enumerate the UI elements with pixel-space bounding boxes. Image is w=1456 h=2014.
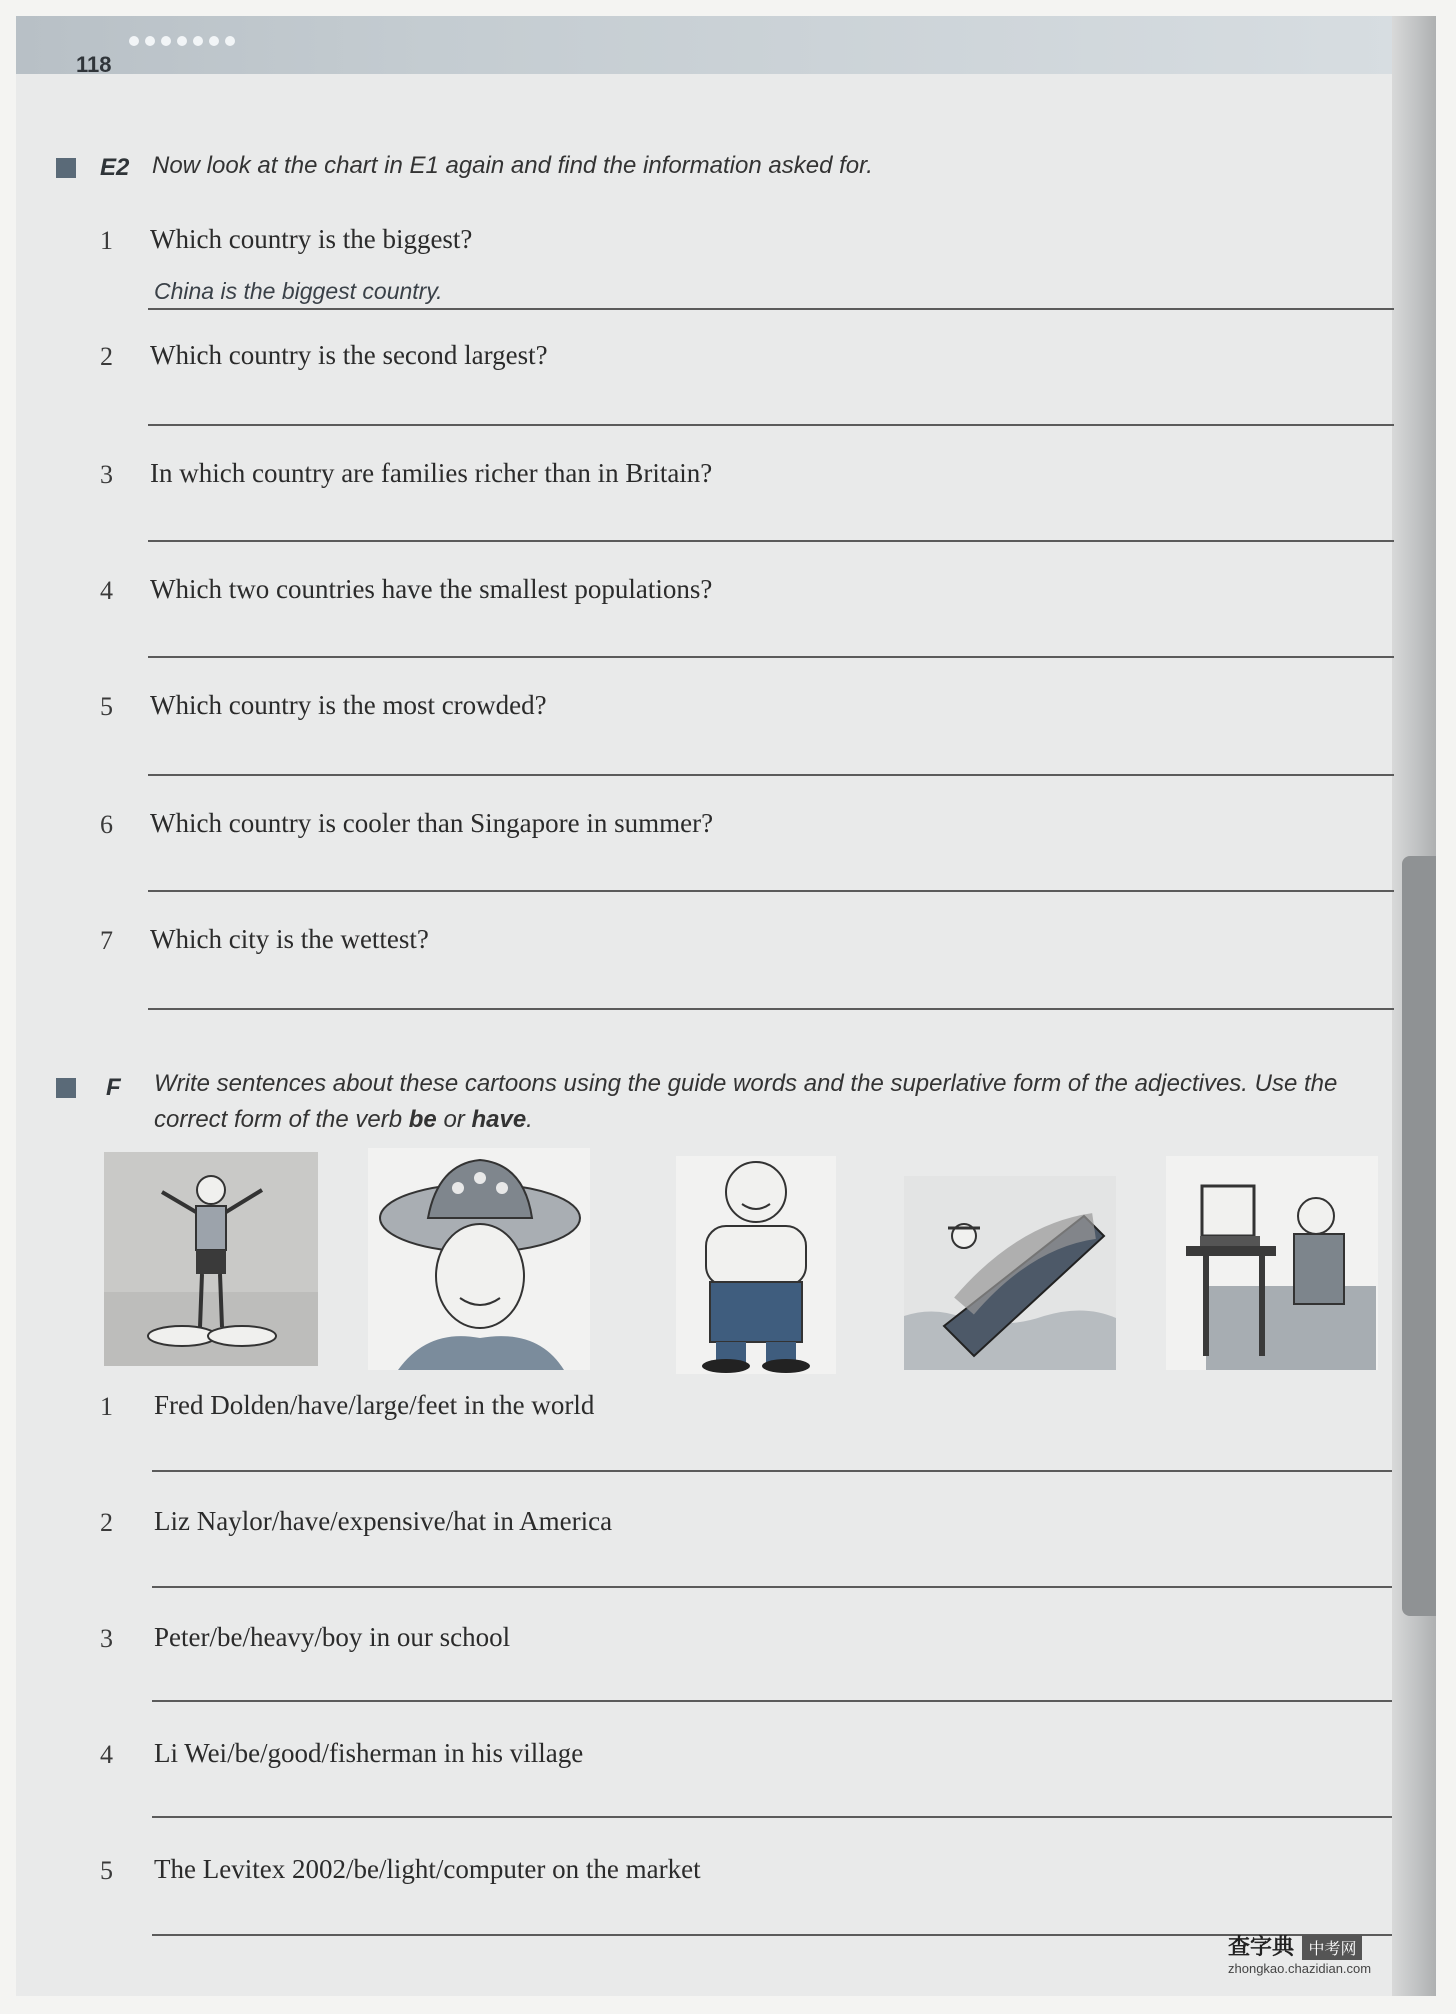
answer-line[interactable] bbox=[148, 774, 1394, 776]
answer-text: China is the biggest country. bbox=[154, 278, 443, 304]
question-text: In which country are families richer than in Britain? bbox=[150, 458, 713, 488]
woman-with-hat-cartoon bbox=[368, 1148, 590, 1370]
watermark-badge: 中考网 bbox=[1302, 1935, 1362, 1960]
item-number: 2 bbox=[100, 1508, 113, 1537]
question-number: 5 bbox=[100, 692, 113, 721]
answer-line[interactable] bbox=[152, 1586, 1392, 1588]
question-text: Which country is the most crowded? bbox=[150, 690, 547, 720]
watermark-url: zhongkao.chazidian.com bbox=[1228, 1961, 1372, 1976]
big-feet-man-cartoon bbox=[104, 1152, 318, 1366]
item-number: 3 bbox=[100, 1624, 113, 1653]
question-text: Which two countries have the smallest populations? bbox=[150, 574, 713, 604]
answer-line[interactable] bbox=[148, 424, 1394, 426]
question-number: 3 bbox=[100, 460, 113, 489]
answer-line[interactable] bbox=[148, 540, 1394, 542]
site-watermark bbox=[1228, 1930, 1371, 1976]
question-text: Which country is the second largest? bbox=[150, 340, 548, 370]
answer-line[interactable] bbox=[152, 1816, 1392, 1818]
section-instruction-f: Write sentences about these cartoons using the guide words and the superlative form of the adjectives. Use the correct form of the verb be or have. bbox=[154, 1070, 1338, 1133]
item-number: 4 bbox=[100, 1740, 113, 1769]
answer-line[interactable] bbox=[148, 656, 1394, 658]
header-band bbox=[16, 16, 1396, 74]
question-text: Which country is cooler than Singapore in summer? bbox=[150, 808, 714, 838]
answer-line[interactable] bbox=[152, 1700, 1392, 1702]
fisherman-boat-cartoon bbox=[904, 1176, 1116, 1370]
question-number: 4 bbox=[100, 576, 113, 605]
item-number: 5 bbox=[100, 1856, 113, 1885]
question-number: 1 bbox=[100, 226, 113, 255]
answer-line[interactable] bbox=[152, 1934, 1392, 1936]
answer-line[interactable] bbox=[148, 308, 1394, 310]
man-with-laptop-cartoon bbox=[1166, 1156, 1378, 1370]
decorative-dots bbox=[126, 34, 238, 53]
question-number: 6 bbox=[100, 810, 113, 839]
section-marker-e2 bbox=[56, 158, 76, 178]
answer-line[interactable] bbox=[152, 1470, 1392, 1472]
section-label-e2: E2 bbox=[100, 154, 130, 181]
section-marker-f bbox=[56, 1078, 76, 1098]
answer-line[interactable] bbox=[148, 1008, 1394, 1010]
item-text: Peter/be/heavy/boy in our school bbox=[154, 1622, 511, 1652]
watermark-main: 查字典 bbox=[1228, 1934, 1295, 1959]
question-text: Which country is the biggest? bbox=[150, 224, 473, 254]
page-number: 118 bbox=[76, 52, 112, 77]
item-text: Fred Dolden/have/large/feet in the world bbox=[154, 1390, 595, 1420]
question-number: 2 bbox=[100, 342, 113, 371]
answer-line[interactable] bbox=[148, 890, 1394, 892]
workbook-page bbox=[16, 16, 1436, 1996]
section-label-f: F bbox=[106, 1074, 121, 1101]
item-text: The Levitex 2002/be/light/computer on the market bbox=[154, 1854, 701, 1884]
section-instruction-e2: Now look at the chart in E1 again and find the information asked for. bbox=[152, 152, 873, 179]
item-text: Li Wei/be/good/fisherman in his village bbox=[154, 1738, 584, 1768]
question-text: Which city is the wettest? bbox=[150, 924, 429, 954]
item-number: 1 bbox=[100, 1392, 113, 1421]
page-tab-strip bbox=[1402, 856, 1436, 1616]
heavy-boy-cartoon bbox=[676, 1156, 836, 1374]
item-text: Liz Naylor/have/expensive/hat in America bbox=[154, 1506, 613, 1536]
question-number: 7 bbox=[100, 926, 113, 955]
